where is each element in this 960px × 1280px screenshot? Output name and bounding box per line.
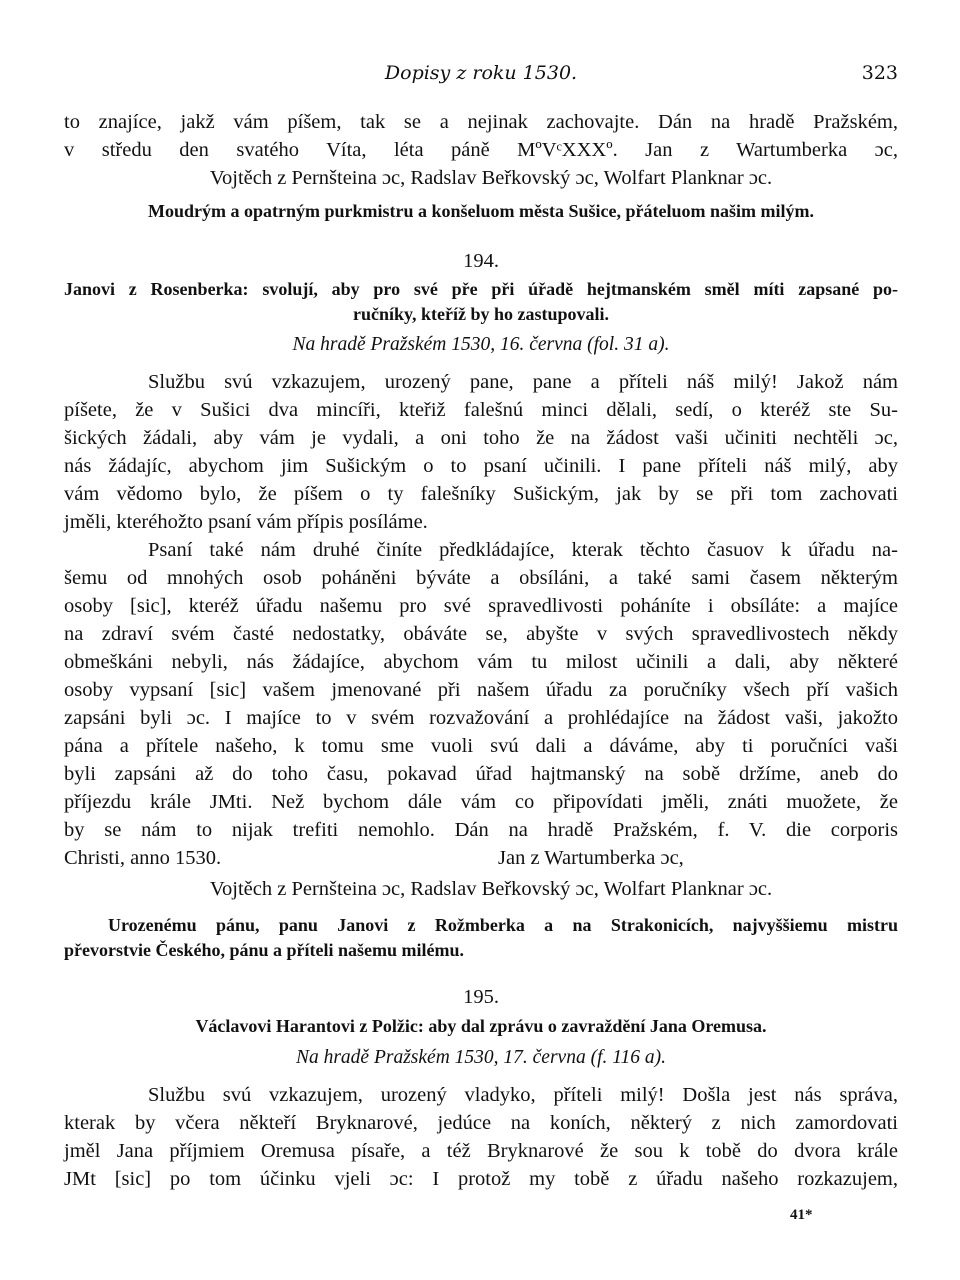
letter-dateline: Na hradě Pražském 1530, 17. června (f. 116 a). [295, 1047, 667, 1068]
text-line: byli zapsáni až do toho času, pokavad úřad hajtmanský na sobě držíme, aneb do [64, 763, 898, 785]
text-line: v středu den svatého Víta, léta páně MºVᶜXXXº. Jan z Wartumberka ɔc, [64, 139, 898, 161]
text-line: na zdraví svém časté nedostatky, obáváte se, abyšte v svých spravedlivostech někdy [64, 623, 898, 645]
page-number: 323 [861, 62, 898, 84]
text-line: vám vědomo bylo, že píšem o ty falešníky Sušickým, jak by se při tom zachovati [64, 483, 898, 505]
running-header [64, 62, 898, 88]
text-line: zapsáni byli ɔc. I majíce to v svém rozvažování a prohlédajíce na žádost vaši, jakožto [64, 707, 898, 729]
letter-dateline: Na hradě Pražském 1530, 16. června (fol. 31 a). [292, 334, 670, 355]
text-line: jměl Jana příjmiem Oremusa písaře, a též Bryknarové že sou k tobě do dvora krále [64, 1140, 898, 1162]
text-line: Službu svú vzkazujem, urozený vladyko, příteli milý! Došla jest nás správa, [148, 1084, 898, 1106]
address-line: převorstvie Českého, pánu a příteli našemu milému. [64, 940, 464, 960]
signatory-first: Jan z Wartumberka ɔc, [498, 847, 684, 869]
letter-summary: Václavovi Harantovi z Polžic: aby dal zprávu o zavraždění Jana Oremusa. [195, 1016, 767, 1036]
text-line: jměli, kteréhožto psaní vám přípis posíláme. [64, 511, 428, 533]
text-line: Službu svú vzkazujem, urozený pane, pane a příteli náš milý! Jakož nám [148, 371, 898, 393]
signature-mark: 41* [790, 1207, 813, 1223]
address-line: Urozenému pánu, panu Janovi z Rožmberka a na Strakonicích, najvyššiemu mistru [108, 915, 898, 935]
signatories: Vojtěch z Pernšteina ɔc, Radslav Beřkovský ɔc, Wolfart Planknar ɔc. [209, 878, 773, 900]
text-line: kterak by včera někteří Bryknarové, jedúce na koních, některý z nich zamordovati [64, 1112, 898, 1134]
text-line: by se nám to nijak trefiti nemohlo. Dán na hradě Pražském, f. V. die corporis [64, 819, 898, 841]
letter-number: 194. [463, 250, 499, 272]
address-line: Moudrým a opatrným purkmistru a konšeluom města Sušice, přáteluom našim milým. [147, 201, 814, 221]
text-line: to znajíce, jakž vám píšem, tak se a nejinak zachovajte. Dán na hradě Pražském, [64, 111, 898, 133]
text-line: píšete, že v Sušici dva mincíři, kteřiž falešnú minci dělali, sedí, o kteréž ste Su- [64, 399, 898, 421]
text-line: osoby [sic], kteréž úřadu našemu pro své spravedlivosti poháníte i obsíláte: a majíce [64, 595, 898, 617]
text-line: Christi, anno 1530. [64, 847, 222, 869]
text-line: nás žádajíc, abychom jim Sušickým o to psaní učinili. I pane příteli náš milý, aby [64, 455, 898, 477]
text-line: příjezdu krále JMti. Než bychom dále vám co připovídati jměli, znáti muožete, že [64, 791, 898, 813]
text-line: osoby vypsaní [sic] vašem jmenované při našem úřadu za poručníky všech pří vašich [64, 679, 898, 701]
text-line: JMt [sic] po tom účinku vjeli ɔc: I protož my tobě z úřadu našeho rozkazujem, [64, 1168, 898, 1190]
running-title: Dopisy z roku 1530. [384, 62, 578, 84]
text-line: šemu od mnohých osob poháněni býváte a obsíláni, a také sami časem některým [64, 567, 898, 589]
signatories: Vojtěch z Pernšteina ɔc, Radslav Beřkovský ɔc, Wolfart Planknar ɔc. [209, 167, 773, 189]
text-line: obmeškáni nebyli, nás žádajíce, abychom vám tu milost učinili a dali, aby některé [64, 651, 898, 673]
letter-summary: ručníky, kteříž by ho zastupovali. [352, 304, 610, 324]
letter-number: 195. [463, 986, 499, 1008]
letter-summary: Janovi z Rosenberka: svolují, aby pro své pře při úřadě hejtmanském směl míti zapsané po- [64, 279, 898, 299]
text-line: Psaní také nám druhé činíte předkládajíce, kterak těchto časuov k úřadu na- [148, 539, 898, 561]
text-line: pána a přítele našeho, k tomu sme vuoli svú dali a dáváme, aby ti poručníci vaši [64, 735, 898, 757]
text-line: šických žádali, aby vám je vydali, a oni toho že na žádost vaši učiniti nechtěli ɔc, [64, 427, 898, 449]
